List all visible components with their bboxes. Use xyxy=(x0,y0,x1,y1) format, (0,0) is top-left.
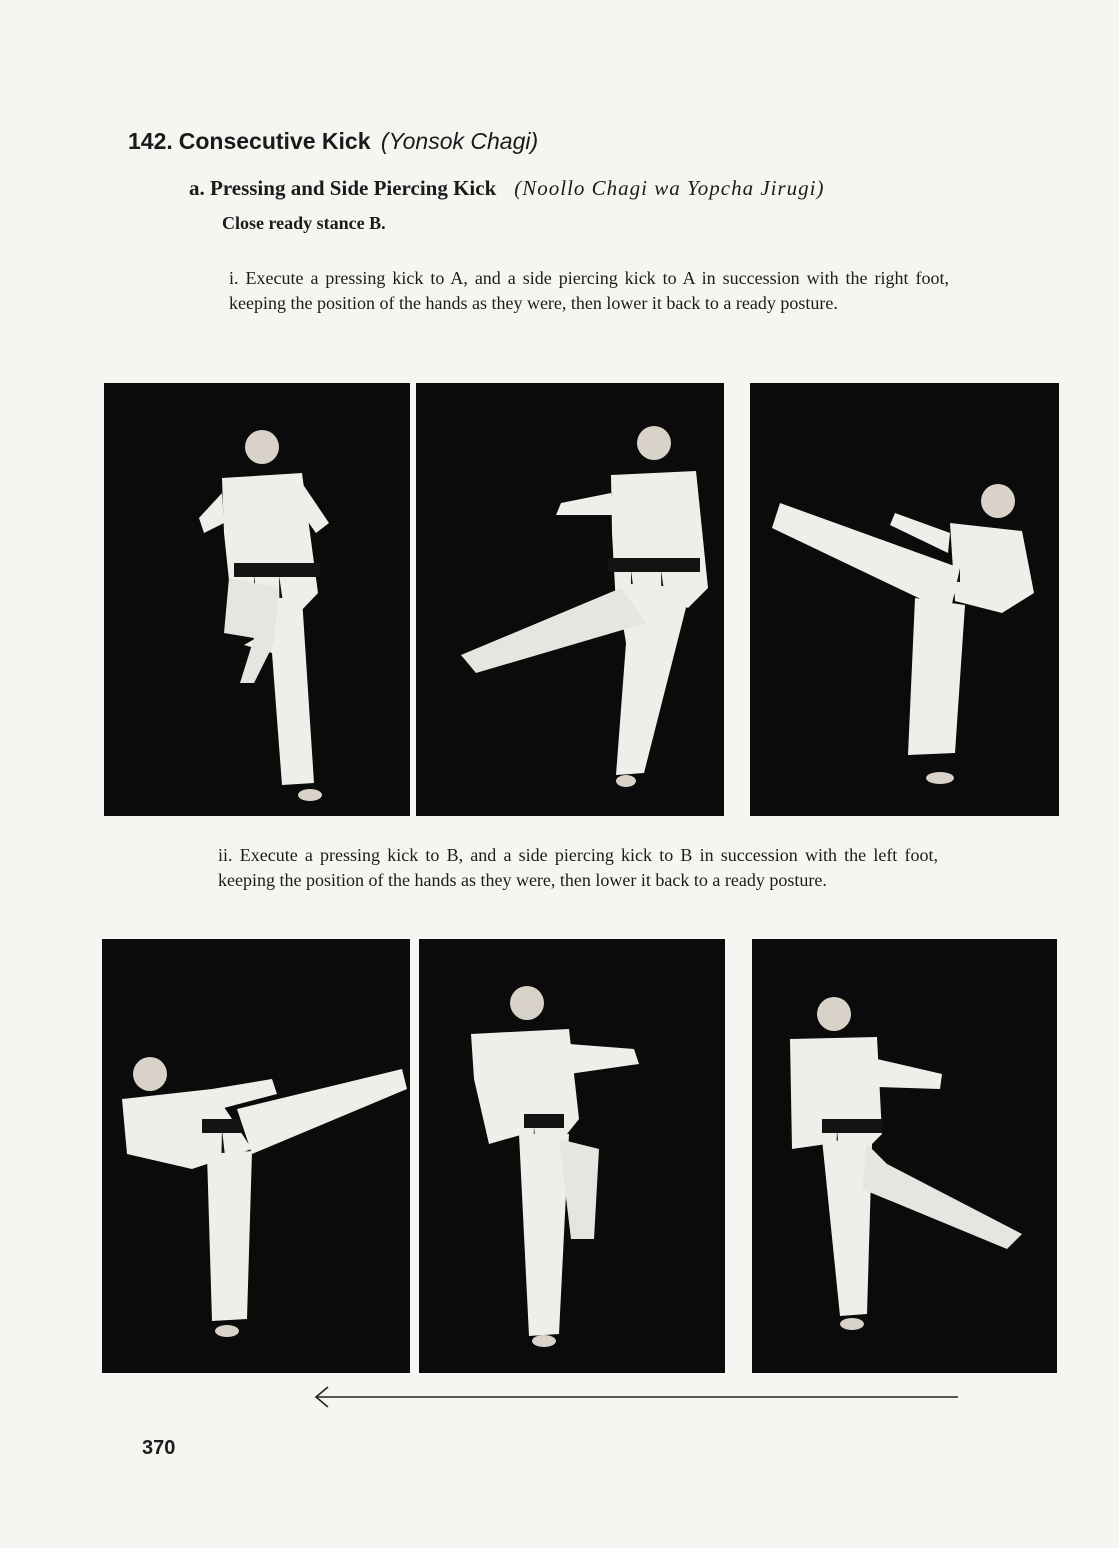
figure-pressing-kick-extend-left xyxy=(752,939,1057,1373)
figure-pressing-kick-chamber xyxy=(104,383,410,816)
figure-side-piercing-kick-left xyxy=(102,939,410,1373)
photo-step-1a xyxy=(104,383,410,816)
subsection-label: a. Pressing and Side Piercing Kick xyxy=(189,176,497,200)
step-marker: i. xyxy=(229,268,239,288)
section-heading xyxy=(128,128,538,155)
photo-step-1c xyxy=(750,383,1059,816)
photo-step-2c xyxy=(752,939,1057,1373)
photo-step-2b xyxy=(419,939,725,1373)
stance-instruction: Close ready stance B. xyxy=(222,213,386,233)
subsection-native-title: (Noollo Chagi wa Yopcha Jirugi) xyxy=(514,176,825,200)
subsection-heading xyxy=(189,176,825,201)
section-native-title: (Yonsok Chagi) xyxy=(380,128,539,154)
figure-side-piercing-kick xyxy=(750,383,1059,816)
step-instruction-2 xyxy=(218,843,938,893)
photo-step-2a xyxy=(102,939,410,1373)
section-number: 142. xyxy=(128,128,173,154)
page-number: 370 xyxy=(142,1437,176,1459)
figure-pressing-kick-chamber-left xyxy=(419,939,725,1373)
photo-step-1b xyxy=(416,383,724,816)
step-text: Execute a pressing kick to B, and a side piercing kick to B in succession with the left foot, keeping the position of the hands as they were, then lower it back to a ready posture. xyxy=(218,845,938,890)
step-instruction-1 xyxy=(229,266,949,316)
section-title: Consecutive Kick xyxy=(178,128,371,154)
step-marker: ii. xyxy=(218,845,233,865)
direction-arrow-left xyxy=(310,1383,962,1411)
step-text: Execute a pressing kick to A, and a side piercing kick to A in succession with the right foot, keeping the position of the hands as they were, then lower it back to a ready posture. xyxy=(229,268,949,313)
figure-pressing-kick-extend xyxy=(416,383,724,816)
